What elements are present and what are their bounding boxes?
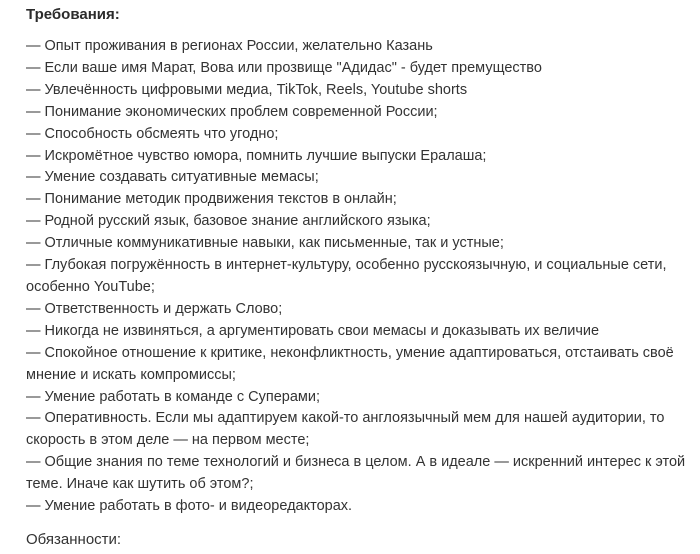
requirement-item: — Понимание методик продвижения текстов в онлайн; [26,191,397,208]
requirement-item: — Искромётное чувство юмора, помнить лучшие выпуски Ералаша; [26,147,487,164]
requirement-item: — Ответственность и держать Слово; [26,300,283,317]
requirement-item: — Умение работать в фото- и видеоредакторах. [26,498,353,515]
requirement-item: — Увлечённость цифровыми медиа, TikTok, Reels, Youtube shorts [26,81,468,98]
requirement-item: — Спокойное отношение к критике, неконфликтность, умение адаптироваться, отстаивать своё мнение и искать компромиссы; [26,344,674,383]
requirement-item: — Понимание экономических проблем современной России; [26,103,438,120]
requirement-item: — Общие знания по теме технологий и бизнеса в целом. А в идеале — искренний интерес к этой теме. Иначе как шутить об этом?; [26,454,686,493]
requirement-item: — Оперативность. Если мы адаптируем какой-то англоязычный мем для нашей аудитории, то скорость в этом деле — на первом месте; [26,410,665,449]
requirements-list [26,36,694,518]
requirement-item: — Умение работать в команде с Суперами; [26,388,320,405]
requirement-item: — Родной русский язык, базовое знание английского языка; [26,213,431,230]
requirement-item: — Глубокая погружённость в интернет-культуру, особенно русскоязычную, и социальные сети, особенно YouTube; [26,257,667,295]
job-description [26,0,694,550]
requirements-heading: Требования: [26,6,120,23]
requirement-item: — Способность обсмеять что угодно; [26,125,279,142]
requirement-item: — Отличные коммуникативные навыки, как письменные, так и устные; [26,235,504,252]
requirement-item: — Никогда не извиняться, а аргументировать свои мемасы и доказывать их величие [26,322,600,339]
duties-heading: Обязанности: [26,530,122,548]
requirement-item: — Если ваше имя Марат, Вова или прозвище "Адидас" - будет премущество [26,59,542,76]
requirement-item: — Умение создавать ситуативные мемасы; [26,169,319,186]
requirement-item: — Опыт проживания в регионах России, желательно Казань [26,38,433,54]
